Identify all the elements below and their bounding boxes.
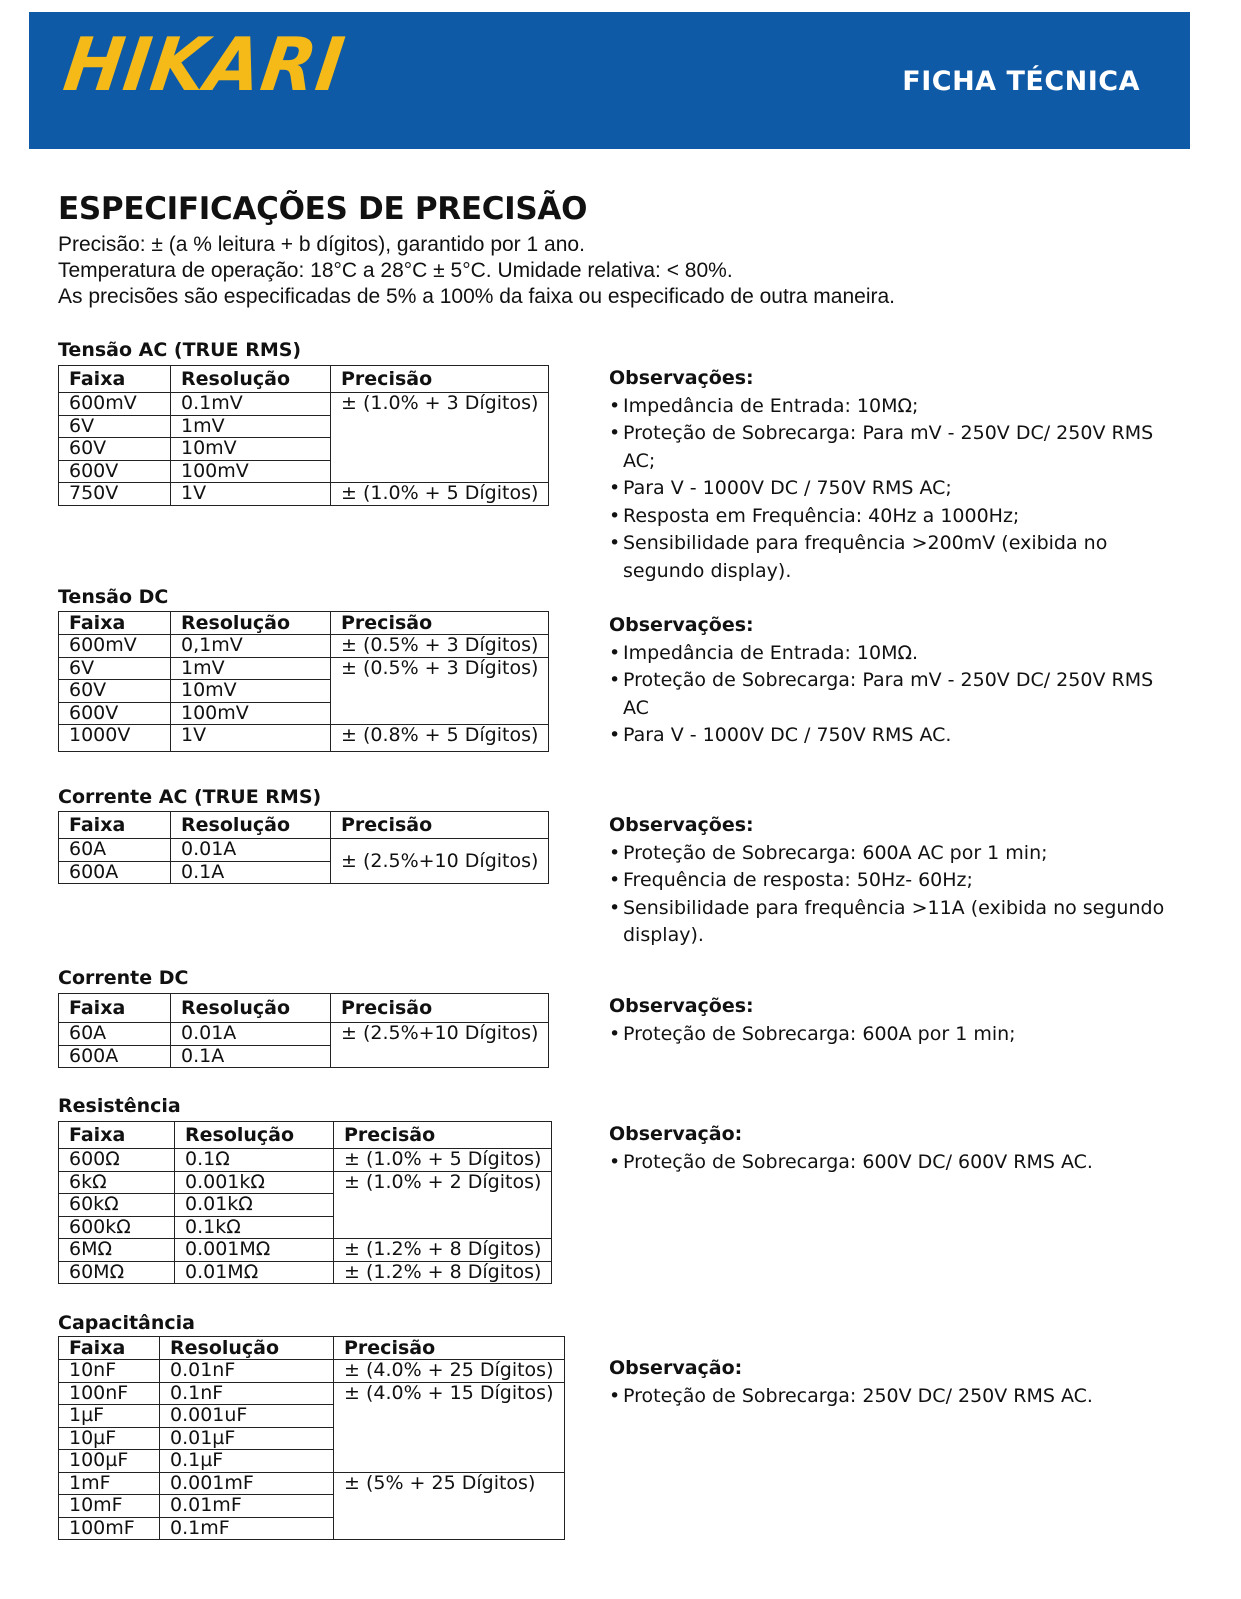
capacitancia-table bbox=[58, 1336, 565, 1540]
cell-faixa: 600Ω bbox=[59, 1149, 175, 1172]
cell-faixa: 10nF bbox=[59, 1360, 160, 1383]
obs-item: • Proteção de Sobrecarga: 600V DC/ 600V RMS AC. bbox=[609, 1149, 1169, 1177]
cell-resolucao: 0.01A bbox=[171, 839, 331, 862]
cell-faixa: 60V bbox=[59, 680, 171, 703]
intro-line: Temperatura de operação: 18°C a 28°C ± 5°C. Umidade relativa: < 80%. bbox=[58, 259, 733, 282]
cell-resolucao: 100mV bbox=[171, 460, 331, 483]
col-header-resolucao: Resolução bbox=[171, 612, 331, 635]
col-header-precisao: Precisão bbox=[334, 1337, 565, 1360]
cell-resolucao: 0.1A bbox=[171, 861, 331, 884]
cell-resolucao: 0,1mV bbox=[171, 635, 331, 658]
cell-resolucao: 0.001uF bbox=[160, 1405, 334, 1428]
obs-item: • Frequência de resposta: 50Hz- 60Hz; bbox=[609, 867, 1169, 895]
obs-title: Observações: bbox=[609, 814, 754, 836]
cell-precisao: ± (5% + 25 Dígitos) bbox=[334, 1472, 565, 1540]
cell-precisao: ± (1.0% + 5 Dígitos) bbox=[334, 1149, 552, 1172]
col-header-faixa: Faixa bbox=[59, 812, 171, 839]
cell-precisao: ± (1.2% + 8 Dígitos) bbox=[334, 1239, 552, 1262]
intro-line: Precisão: ± (a % leitura + b dígitos), garantido por 1 ano. bbox=[58, 233, 585, 256]
section-title: Corrente AC (TRUE RMS) bbox=[58, 786, 322, 808]
obs-item: • Proteção de Sobrecarga: 600A por 1 min; bbox=[609, 1021, 1169, 1049]
cell-precisao: ± (4.0% + 25 Dígitos) bbox=[334, 1360, 565, 1383]
section-title: Tensão DC bbox=[58, 586, 169, 608]
hikari-logo: HIKARI bbox=[58, 21, 351, 109]
cell-faixa: 6MΩ bbox=[59, 1239, 175, 1262]
ficha-tecnica-label: FICHA TÉCNICA bbox=[902, 66, 1140, 97]
cell-faixa: 60MΩ bbox=[59, 1261, 175, 1284]
intro-line: As precisões são especificadas de 5% a 100% da faixa ou especificado de outra maneira. bbox=[58, 285, 896, 308]
obs-item: • Para V - 1000V DC / 750V RMS AC. bbox=[609, 722, 1169, 750]
header-banner bbox=[29, 12, 1190, 149]
cell-faixa: 600V bbox=[59, 460, 171, 483]
page-title: ESPECIFICAÇÕES DE PRECISÃO bbox=[58, 191, 588, 227]
cell-faixa: 100nF bbox=[59, 1382, 160, 1405]
col-header-precisao: Precisão bbox=[331, 994, 549, 1023]
cell-faixa: 600V bbox=[59, 702, 171, 725]
obs-item: • Proteção de Sobrecarga: 600A AC por 1 min; bbox=[609, 840, 1169, 868]
col-header-precisao: Precisão bbox=[331, 612, 549, 635]
cell-precisao: ± (0.8% + 5 Dígitos) bbox=[331, 725, 549, 752]
tensao-dc-table bbox=[58, 611, 549, 752]
cell-faixa: 1µF bbox=[59, 1405, 160, 1428]
observacoes-resistencia bbox=[609, 1121, 1169, 1176]
cell-faixa: 6V bbox=[59, 657, 171, 680]
obs-item: • Sensibilidade para frequência >11A (exibida no segundo display). bbox=[609, 895, 1169, 950]
cell-faixa: 6kΩ bbox=[59, 1171, 175, 1194]
col-header-faixa: Faixa bbox=[59, 366, 171, 393]
corrente-ac-table bbox=[58, 811, 549, 884]
col-header-resolucao: Resolução bbox=[171, 812, 331, 839]
cell-resolucao: 0.001mF bbox=[160, 1472, 334, 1495]
section-title: Tensão AC (TRUE RMS) bbox=[58, 339, 302, 361]
observacoes-corrente-ac bbox=[609, 812, 1169, 950]
cell-resolucao: 0.01µF bbox=[160, 1427, 334, 1450]
cell-resolucao: 0.01nF bbox=[160, 1360, 334, 1383]
cell-faixa: 600mV bbox=[59, 635, 171, 658]
cell-precisao: ± (1.0% + 5 Dígitos) bbox=[331, 483, 549, 506]
section-title: Corrente DC bbox=[58, 967, 189, 989]
col-header-resolucao: Resolução bbox=[171, 366, 331, 393]
cell-resolucao: 0.001MΩ bbox=[175, 1239, 334, 1262]
section-title: Capacitância bbox=[58, 1312, 195, 1334]
cell-resolucao: 0.01kΩ bbox=[175, 1194, 334, 1217]
cell-faixa: 600A bbox=[59, 1045, 171, 1068]
cell-precisao: ± (0.5% + 3 Dígitos) bbox=[331, 635, 549, 658]
obs-title: Observação: bbox=[609, 1357, 743, 1379]
obs-title: Observação: bbox=[609, 1123, 743, 1145]
obs-item: • Resposta em Frequência: 40Hz a 1000Hz; bbox=[609, 503, 1169, 531]
cell-resolucao: 0.01mF bbox=[160, 1495, 334, 1518]
cell-resolucao: 1V bbox=[171, 483, 331, 506]
cell-precisao: ± (1.0% + 3 Dígitos) bbox=[331, 393, 549, 483]
cell-faixa: 10µF bbox=[59, 1427, 160, 1450]
col-header-faixa: Faixa bbox=[59, 1122, 175, 1149]
cell-resolucao: 0.1nF bbox=[160, 1382, 334, 1405]
cell-resolucao: 100mV bbox=[171, 702, 331, 725]
obs-title: Observações: bbox=[609, 995, 754, 1017]
cell-resolucao: 0.1µF bbox=[160, 1450, 334, 1473]
cell-resolucao: 0.1A bbox=[171, 1045, 331, 1068]
cell-resolucao: 1mV bbox=[171, 415, 331, 438]
cell-faixa: 60A bbox=[59, 1023, 171, 1046]
obs-item: • Proteção de Sobrecarga: Para mV - 250V DC/ 250V RMS AC; bbox=[609, 420, 1169, 475]
cell-precisao: ± (1.2% + 8 Dígitos) bbox=[334, 1261, 552, 1284]
col-header-resolucao: Resolução bbox=[160, 1337, 334, 1360]
col-header-precisao: Precisão bbox=[331, 812, 549, 839]
obs-item: • Impedância de Entrada: 10MΩ. bbox=[609, 640, 1169, 668]
obs-item: • Proteção de Sobrecarga: Para mV - 250V DC/ 250V RMS AC bbox=[609, 667, 1169, 722]
cell-precisao: ± (4.0% + 15 Dígitos) bbox=[334, 1382, 565, 1472]
section-title: Resistência bbox=[58, 1095, 181, 1117]
obs-item: • Sensibilidade para frequência >200mV (exibida no segundo display). bbox=[609, 530, 1169, 585]
cell-resolucao: 0.001kΩ bbox=[175, 1171, 334, 1194]
cell-resolucao: 0.1Ω bbox=[175, 1149, 334, 1172]
obs-item: • Para V - 1000V DC / 750V RMS AC; bbox=[609, 475, 1169, 503]
obs-title: Observações: bbox=[609, 367, 754, 389]
tensao-ac-table bbox=[58, 365, 549, 506]
obs-item: • Proteção de Sobrecarga: 250V DC/ 250V RMS AC. bbox=[609, 1383, 1169, 1411]
cell-faixa: 600mV bbox=[59, 393, 171, 416]
cell-faixa: 10mF bbox=[59, 1495, 160, 1518]
resistencia-table bbox=[58, 1121, 552, 1284]
cell-faixa: 100µF bbox=[59, 1450, 160, 1473]
observacoes-capacitancia bbox=[609, 1355, 1169, 1410]
col-header-precisao: Precisão bbox=[334, 1122, 552, 1149]
cell-faixa: 750V bbox=[59, 483, 171, 506]
cell-faixa: 1000V bbox=[59, 725, 171, 752]
cell-resolucao: 0.1mV bbox=[171, 393, 331, 416]
cell-precisao: ± (1.0% + 2 Dígitos) bbox=[334, 1171, 552, 1239]
obs-item: • Impedância de Entrada: 10MΩ; bbox=[609, 393, 1169, 421]
cell-precisao: ± (2.5%+10 Dígitos) bbox=[331, 839, 549, 884]
cell-resolucao: 1V bbox=[171, 725, 331, 752]
cell-faixa: 600kΩ bbox=[59, 1216, 175, 1239]
cell-resolucao: 0.1mF bbox=[160, 1517, 334, 1540]
col-header-resolucao: Resolução bbox=[171, 994, 331, 1023]
col-header-precisao: Precisão bbox=[331, 366, 549, 393]
cell-faixa: 60A bbox=[59, 839, 171, 862]
col-header-faixa: Faixa bbox=[59, 994, 171, 1023]
col-header-resolucao: Resolução bbox=[175, 1122, 334, 1149]
observacoes-tensao-ac bbox=[609, 365, 1169, 585]
cell-faixa: 100mF bbox=[59, 1517, 160, 1540]
col-header-faixa: Faixa bbox=[59, 612, 171, 635]
col-header-faixa: Faixa bbox=[59, 1337, 160, 1360]
cell-resolucao: 0.1kΩ bbox=[175, 1216, 334, 1239]
observacoes-tensao-dc bbox=[609, 612, 1169, 750]
obs-title: Observações: bbox=[609, 614, 754, 636]
cell-resolucao: 10mV bbox=[171, 680, 331, 703]
cell-resolucao: 0.01A bbox=[171, 1023, 331, 1046]
observacoes-corrente-dc bbox=[609, 993, 1169, 1048]
cell-resolucao: 0.01MΩ bbox=[175, 1261, 334, 1284]
cell-faixa: 6V bbox=[59, 415, 171, 438]
cell-precisao: ± (0.5% + 3 Dígitos) bbox=[331, 657, 549, 725]
cell-precisao: ± (2.5%+10 Dígitos) bbox=[331, 1023, 549, 1068]
cell-resolucao: 10mV bbox=[171, 438, 331, 461]
cell-resolucao: 1mV bbox=[171, 657, 331, 680]
cell-faixa: 600A bbox=[59, 861, 171, 884]
cell-faixa: 1mF bbox=[59, 1472, 160, 1495]
cell-faixa: 60V bbox=[59, 438, 171, 461]
cell-faixa: 60kΩ bbox=[59, 1194, 175, 1217]
corrente-dc-table bbox=[58, 993, 549, 1068]
